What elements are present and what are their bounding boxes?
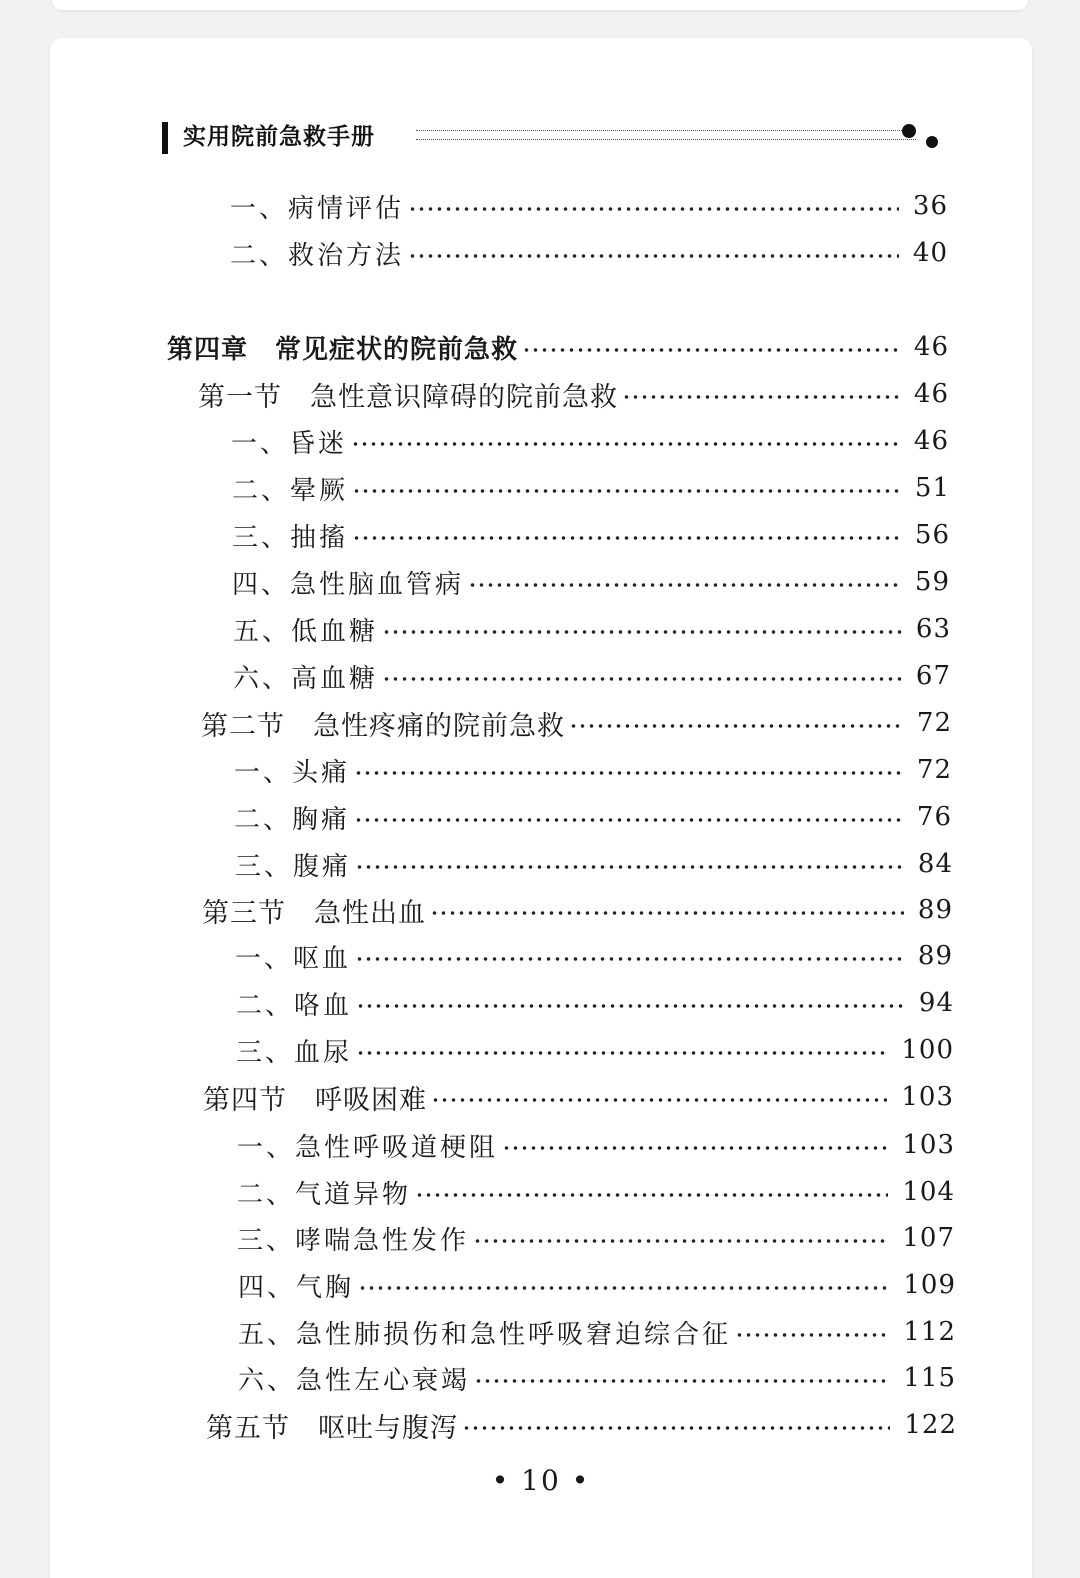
dot-leader	[356, 1003, 905, 1009]
toc-page-number: 76	[916, 802, 952, 832]
toc-entry-title: 四、气胸	[238, 1272, 355, 1303]
toc-entry-title: 一、呕血	[235, 943, 352, 974]
toc-page-number: 51	[914, 473, 950, 503]
dot-leader	[354, 817, 903, 823]
dot-leader	[352, 535, 901, 541]
dot-leader	[430, 910, 904, 916]
toc-item-row	[232, 470, 950, 506]
toc-entry-title: 三、血尿	[236, 1037, 353, 1068]
dot-leader	[355, 864, 904, 870]
header-bar	[162, 122, 168, 154]
toc-page-number: 59	[914, 567, 950, 597]
dot-leader	[408, 206, 899, 212]
toc-entry-title: 第三节 急性出血	[202, 897, 426, 929]
toc-page-number: 94	[918, 988, 954, 1018]
toc-entry-title: 四、急性脑血管病	[232, 569, 465, 600]
toc-section-row	[202, 892, 953, 928]
toc-entry-title: 一、头痛	[234, 757, 351, 788]
toc-item-row	[236, 1032, 954, 1068]
toc-page-number: 84	[917, 849, 953, 879]
dot-leader	[355, 956, 904, 962]
toc-chapter-row	[167, 329, 949, 365]
toc-entry-title: 六、高血糖	[233, 663, 379, 694]
toc-page-number: 46	[913, 379, 949, 409]
toc-section-row	[198, 376, 949, 412]
dot-leader	[431, 1097, 887, 1103]
toc-entry-title: 第二节 急性疼痛的院前急救	[201, 710, 565, 742]
toc-item-row	[233, 658, 951, 694]
dot-leader	[502, 1145, 888, 1151]
toc-page-number: 89	[917, 941, 953, 971]
toc-entry-title: 三、抽搐	[232, 522, 349, 553]
dot-leader	[358, 1285, 889, 1291]
toc-entry-title: 六、急性左心衰竭	[238, 1365, 471, 1396]
toc-page-number: 36	[912, 191, 948, 221]
toc-page-number: 72	[916, 708, 952, 738]
toc-entry-title: 五、急性肺损伤和急性呼吸窘迫综合征	[238, 1319, 732, 1350]
toc-entry-title: 二、气道异物	[237, 1179, 412, 1210]
toc-entry-title: 三、哮喘急性发作	[237, 1225, 470, 1256]
dot-leader	[468, 582, 901, 588]
toc-entry-title: 一、急性呼吸道梗阻	[237, 1132, 499, 1163]
toc-item-row	[230, 235, 948, 271]
toc-page-number: 89	[917, 895, 953, 925]
toc-item-row	[237, 1220, 955, 1256]
toc-item-row	[235, 846, 953, 882]
page-number: • 10 •	[491, 1464, 591, 1497]
book-page	[50, 38, 1032, 1578]
toc-entry-title: 二、晕厥	[232, 475, 349, 506]
toc-entry-title: 二、救治方法	[230, 240, 405, 271]
header-ornament-dot	[926, 136, 938, 148]
dot-leader	[382, 676, 902, 682]
toc-page-number: 72	[916, 755, 952, 785]
toc-entry-title: 五、低血糖	[233, 616, 379, 647]
running-header-title: 实用院前急救手册	[183, 124, 375, 150]
toc-section-row	[201, 705, 952, 741]
toc-page-number: 122	[904, 1410, 957, 1440]
toc-page-number: 100	[901, 1035, 954, 1065]
dot-leader	[474, 1378, 889, 1384]
toc-item-row	[234, 752, 952, 788]
previous-page-edge	[52, 0, 1028, 10]
dot-leader	[351, 441, 900, 447]
dot-leader	[382, 629, 902, 635]
dot-leader	[473, 1238, 888, 1244]
toc-page-number: 107	[902, 1223, 955, 1253]
toc-item-row	[232, 564, 950, 600]
toc-page-number: 112	[903, 1317, 956, 1347]
toc-item-row	[234, 799, 952, 835]
toc-item-row	[237, 1127, 955, 1163]
dot-leader	[462, 1425, 890, 1431]
toc-page-number: 109	[903, 1270, 956, 1300]
toc-item-row	[238, 1267, 956, 1303]
toc-item-row	[232, 517, 950, 553]
toc-item-row	[230, 188, 948, 224]
toc-entry-title: 一、病情评估	[230, 193, 405, 224]
toc-page-number: 40	[912, 238, 948, 268]
toc-entry-title: 第四节 呼吸困难	[203, 1084, 427, 1116]
dot-leader	[356, 1050, 887, 1056]
header-rule	[416, 139, 916, 140]
toc-item-row	[238, 1360, 956, 1396]
toc-item-row	[235, 938, 953, 974]
toc-page-number: 104	[902, 1177, 955, 1207]
toc-page-number: 103	[902, 1130, 955, 1160]
toc-entry-title: 第四章 常见症状的院前急救	[167, 334, 519, 365]
toc-entry-title: 第一节 急性意识障碍的院前急救	[198, 381, 618, 413]
dot-leader	[352, 488, 901, 494]
header-rule	[416, 130, 902, 131]
dot-leader	[408, 253, 899, 259]
toc-item-row	[233, 611, 951, 647]
header-ornament-dot	[902, 124, 916, 138]
toc-entry-title: 第五节 呕吐与腹泻	[206, 1412, 458, 1444]
dot-leader	[415, 1192, 888, 1198]
toc-page-number: 115	[903, 1363, 956, 1393]
toc-item-row	[238, 1314, 956, 1350]
dot-leader	[354, 770, 903, 776]
toc-item-row	[231, 423, 949, 459]
toc-section-row	[206, 1407, 957, 1443]
toc-entry-title: 一、昏迷	[231, 428, 348, 459]
dot-leader	[522, 347, 900, 353]
toc-page-number: 46	[913, 332, 949, 362]
toc-entry-title: 二、胸痛	[234, 804, 351, 835]
toc-page-number: 63	[915, 614, 951, 644]
toc-section-row	[203, 1079, 954, 1115]
toc-item-row	[237, 1174, 955, 1210]
toc-page-number: 56	[914, 520, 950, 550]
dot-leader	[569, 723, 903, 729]
toc-entry-title: 三、腹痛	[235, 851, 352, 882]
toc-page-number: 103	[901, 1082, 954, 1112]
toc-page-number: 46	[913, 426, 949, 456]
dot-leader	[622, 394, 900, 400]
dot-leader	[735, 1332, 889, 1338]
toc-page-number: 67	[915, 661, 951, 691]
toc-entry-title: 二、咯血	[236, 990, 353, 1021]
toc-item-row	[236, 985, 954, 1021]
